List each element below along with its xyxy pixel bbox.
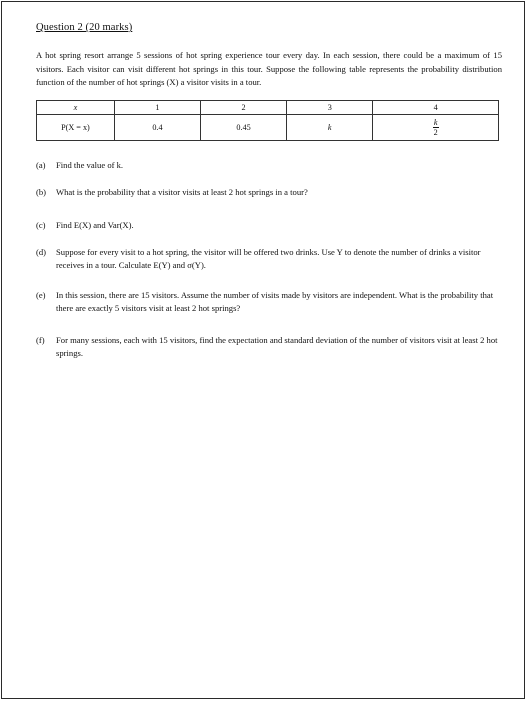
sub-question-text: What is the probability that a visitor visits at least 2 hot springs in a tour? [56,187,308,197]
fraction-denominator: 2 [433,127,438,137]
sub-question-f [36,334,502,359]
table-header-cell: 4 [373,100,499,114]
sub-question-label: (e) [36,290,46,300]
question-heading: Question 2 (20 marks) [36,22,133,33]
table-cell: k [287,114,373,140]
table-header-cell: 1 [114,100,200,114]
sub-question-list [36,159,502,360]
document-page [1,1,525,699]
sub-question-label: (b) [36,187,47,197]
sub-question-b [36,186,502,199]
table-probability-row [37,114,499,140]
sub-question-d [36,246,502,271]
table-cell: 0.4 [114,114,200,140]
sub-question-text: Find E(X) and Var(X). [56,219,134,230]
sub-question-c [36,219,502,232]
sub-question-text: Suppose for every visit to a hot spring, the visitor will be offered two drinks. Use Y to denote the number of drinks a visitor receives in a tour. Calculate E(Y) and σ(Y). [56,247,481,270]
table-header-cell: 2 [201,100,287,114]
sub-question-text: Find the value of k. [56,159,124,170]
table-header-cell: 3 [287,100,373,114]
sub-question-label: (d) [36,247,47,257]
sub-question-a [36,159,502,172]
table-header-cell: x [37,100,115,114]
fraction-numerator: k [433,117,438,127]
sub-question-text: In this session, there are 15 visitors. Assume the number of visits made by visitors are independent. What is the probability that there are exactly 5 visitors visit at least 2 hot springs? [56,290,494,313]
question-content [36,22,502,359]
fraction [433,118,439,137]
sub-question-text: For many sessions, each with 15 visitors, find the expectation and standard deviation of the number of visitors visit at least 2 hot springs. [56,335,498,358]
sub-question-label: (f) [36,335,45,345]
table-cell: 0.45 [201,114,287,140]
sub-question-label: (c) [36,219,46,230]
table-cell-fraction [373,114,499,140]
question-intro: A hot spring resort arrange 5 sessions of hot spring experience tour every day. In each session, there could be a maximum of 15 visitors. Each visitor can visit different hot springs in this tour. Suppose the following table represents the probability distribution function of the number of hot springs (X) a visitor visits in a tour. [36,50,502,87]
table-row-label: P(X = x) [37,114,115,140]
sub-question-e [36,289,502,314]
sub-question-label: (a) [36,159,46,170]
table-header-row [37,100,499,114]
probability-distribution-table [36,100,499,141]
